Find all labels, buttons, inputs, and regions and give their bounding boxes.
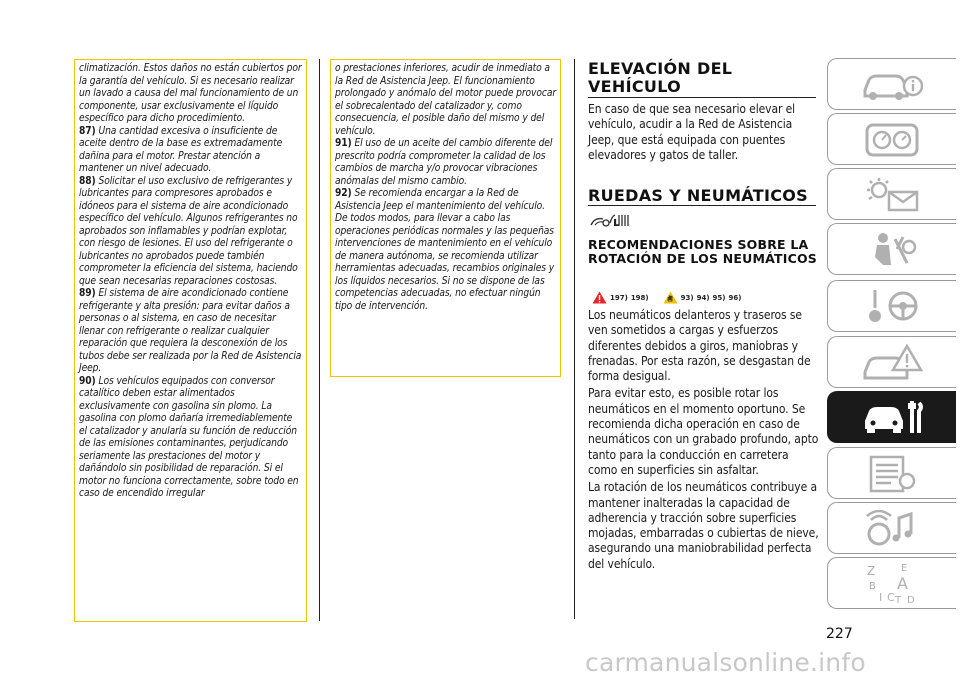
caution-ref: 93) — [680, 294, 694, 302]
warning-ref: 198) — [630, 294, 649, 302]
tab-lights-messages[interactable] — [827, 168, 956, 220]
note-item — [79, 176, 302, 289]
note-number: 88) — [79, 175, 96, 187]
subheading-tire-rotation: RECOMENDACIONES SOBRE LA ROTACIÓN DE LOS NEUMÁTICOS — [588, 237, 817, 266]
paragraph: Para evitar esto, es posible rotar los neumáticos en el momento oportuno. Se recomienda dicha operación en caso de neumáticos con un grabado profundo, apto tanto para la conducción en carretera como en superficies sin asfaltar. — [588, 386, 819, 477]
vehicle-lifting-paragraph: En caso de que sea necesario elevar el vehículo, acudir a la Red de Asistencia Jeep, que está equipada con puentes elevadores y gatos de taller. — [588, 102, 796, 162]
note-number: 89) — [79, 288, 96, 299]
column-divider — [319, 59, 320, 621]
tab-airbag-safety[interactable] — [827, 223, 956, 275]
index-letter: I — [879, 591, 883, 604]
note-text: Se recomienda encargar a la Red de Asistencia Jeep el mantenimiento del vehículo. De todos modos, para llevar a cabo las operaciones periódicas normales y las pequeñas intervenciones de mantenimiento en el vehículo de manera autónoma, se recomienda utilizar herramientas adecuadas, recambios originales y los líquidos necesarios. Si no se dispone de las competencias adecuadas, no efectuar ningún tipo de intervención. — [335, 188, 555, 312]
note-item — [335, 138, 556, 188]
heading-underline — [588, 97, 816, 98]
caution-hand-icon — [663, 291, 678, 306]
airbag-safety-icon — [857, 229, 927, 269]
tab-technical-data[interactable] — [827, 447, 956, 499]
reference-row — [592, 290, 741, 306]
paragraph: La rotación de los neumáticos contribuye a mantener inalteradas la capacidad de adherencia y tracción sobre superficies mojadas, embarradas o cubiertas de nieve, asegurando una maniobrabilidad perfecta del vehículo. — [588, 480, 819, 571]
note-item — [79, 288, 302, 376]
index-icon — [857, 561, 927, 605]
note-number: 92) — [335, 188, 352, 199]
note-text: Los vehículos equipados con conversor catalítico deben estar alimentados exclusivamente con gasolina sin plomo. La gasolina con plomo dañaría irremediablemente el catalizador y anularía su función de reducción de las emisiones contaminantes, perjudicando seriamente las prestaciones del motor y dañándolo sin posibilidad de reparación. Si el motor no funciona correctamente, sobre todo en caso de encendido irregular — [79, 375, 299, 499]
index-letter: A — [897, 574, 908, 593]
page-number: 227 — [826, 626, 853, 642]
caution-ref: 96) — [728, 294, 742, 302]
warning-triangle-icon — [592, 291, 607, 306]
tab-car-info[interactable] — [827, 58, 956, 110]
note-number: 87) — [79, 125, 96, 137]
tab-starting-driving[interactable] — [827, 280, 956, 332]
index-letter: B — [869, 581, 876, 592]
tire-pressure-icon — [589, 211, 631, 234]
note-text: climatización. Estos daños no están cubiertos por la garantía del vehículo. Si es necesario realizar un lavado a causa del mal funcionamiento de un componente, usar exclusivamente el líquido específico para dicho procedimiento. — [79, 63, 302, 124]
section-heading-wheels-tires: RUEDAS Y NEUMÁTICOS — [588, 186, 808, 205]
heading-underline — [588, 205, 816, 206]
svg-text:ʟ: ʟ — [613, 215, 620, 229]
tab-dashboard[interactable] — [827, 113, 956, 165]
index-letter: D — [907, 595, 915, 605]
tab-emergency[interactable] — [827, 336, 956, 388]
note-text: Una cantidad excesiva o insuficiente de aceite dentro de la base es extremadamente dañina para el motor. Prestar atención a mantener un nivel adecuado. — [79, 125, 283, 174]
tab-index[interactable] — [827, 557, 956, 609]
note-item — [335, 188, 556, 313]
note-item — [79, 126, 302, 176]
index-letter: C — [887, 591, 895, 604]
caution-ref: 94) — [696, 294, 710, 302]
notes-box-middle — [330, 59, 561, 377]
note-text: Solicitar el uso exclusivo de refrigerantes y lubricantes para compresores aprobados e idóneos para el sistema de aire acondicionado específico del vehículo. Algunos refrigerantes no aprobados son inflamables y podrían explotar, con riesgo de lesiones. El uso del refrigerante o lubricantes no aprobados puede también comprometer la eficiencia del sistema, haciendo que sean necesarias reparaciones costosas. — [79, 175, 298, 287]
warning-ref: 197) — [610, 294, 628, 302]
note-item — [79, 376, 302, 501]
note-text: o prestaciones inferiores, acudir de inmediato a la Red de Asistencia Jeep. El funcionamiento prolongado y anómalo del motor puede provocar el sobrecalentado del catalizador y, como consecuencia, el posible daño del mismo y del vehículo. — [335, 63, 557, 137]
note-number: 90) — [79, 375, 96, 387]
emergency-icon — [857, 342, 927, 382]
section-heading-vehicle-lifting: ELEVACIÓN DEL VEHÍCULO — [588, 59, 733, 96]
car-info-icon — [857, 64, 927, 104]
tab-maintenance[interactable] — [827, 391, 956, 443]
dashboard-icon — [857, 119, 927, 159]
tab-multimedia[interactable] — [827, 502, 956, 554]
multimedia-icon — [857, 508, 927, 548]
note-text: El sistema de aire acondicionado contiene refrigerante y alta presión: para evitar daños a personas o al sistema, en caso de necesitar llenar con refrigerante o realizar cualquier reparación que requiera la desconexión de los tubos debe ser realizada por la Red de Asistencia Jeep. — [79, 288, 302, 374]
index-letter: T — [895, 595, 902, 605]
watermark: carmanualsonline.info — [585, 648, 866, 677]
technical-data-icon — [857, 453, 927, 493]
lights-message-icon — [857, 174, 927, 214]
note-number: 91) — [335, 138, 352, 149]
starting-driving-icon — [857, 286, 927, 326]
note-text: El uso de un aceite del cambio diferente del prescrito podría comprometer la calidad de los cambios de marcha y/o provocar vibraciones anómalas del mismo cambio. — [335, 138, 553, 187]
tire-rotation-text — [588, 308, 820, 574]
index-letter: Z — [867, 564, 876, 578]
index-letter: E — [901, 563, 908, 574]
note-item — [79, 63, 302, 126]
note-item — [335, 63, 556, 138]
car-maintenance-icon — [857, 397, 927, 437]
notes-box-left — [74, 59, 307, 622]
caution-ref: 95) — [712, 294, 726, 302]
paragraph: Los neumáticos delanteros y traseros se ven sometidos a cargas y esfuerzos diferentes debidos a giros, maniobras y frenadas. Por esta razón, se desgastan de forma desigual. — [588, 308, 811, 384]
column-divider — [574, 59, 575, 619]
